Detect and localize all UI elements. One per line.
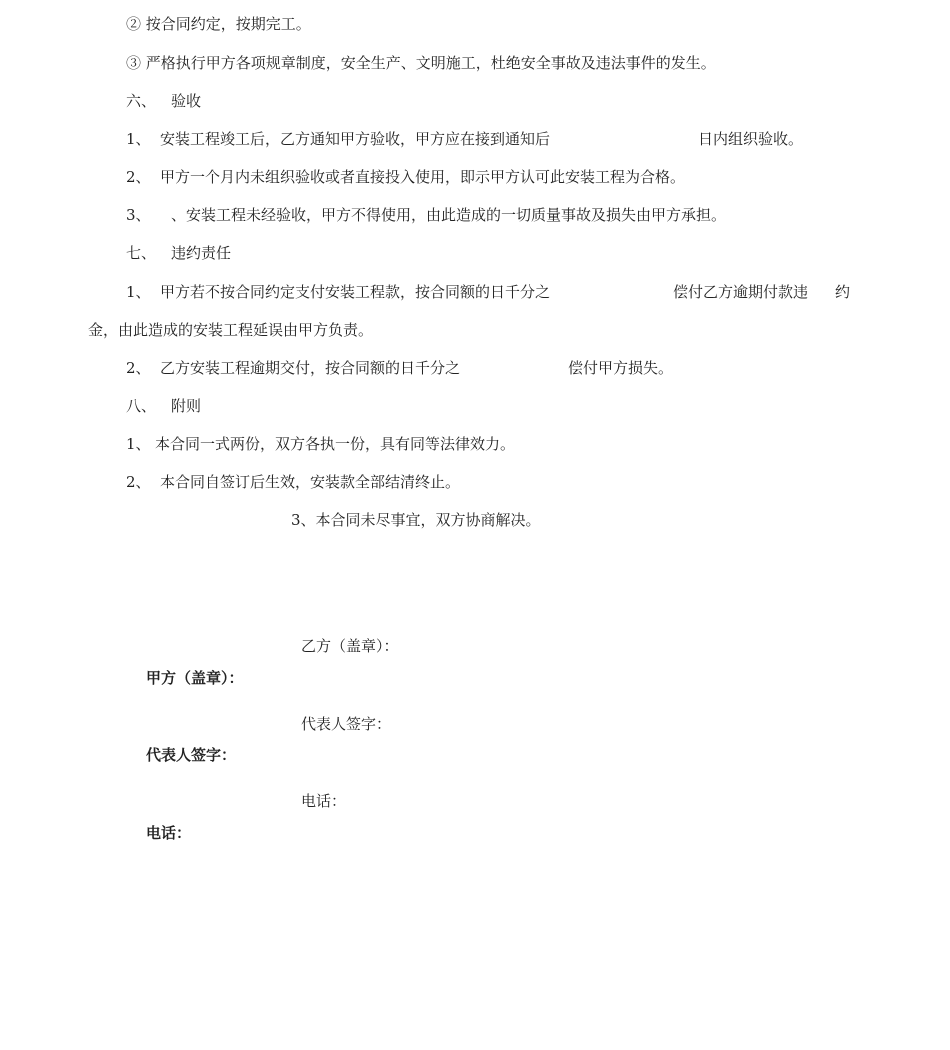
- section-6-heading: 验收: [171, 92, 202, 110]
- party-a-representative-label: 代表人签字：: [146, 746, 237, 764]
- sec6-item-1-number: 1、: [126, 130, 151, 148]
- sec8-item-3-text: 3、本合同未尽事宜，双方协商解决。: [291, 511, 541, 529]
- section-8-number: 八、: [126, 397, 157, 415]
- sec8-item-2-number: 2、: [126, 473, 151, 491]
- section-7-heading: 违约责任: [171, 244, 232, 262]
- sec6-item-3-number: 3、: [126, 206, 151, 224]
- sec7-item-2-text-a: 乙方安装工程逾期交付，按合同额的日千分之: [160, 359, 461, 377]
- sec7-item-2-number: 2、: [126, 359, 151, 377]
- sec6-item-2-text: 甲方一个月内未组织验收或者直接投入使用，即示甲方认可此安装工程为合格。: [160, 168, 686, 186]
- clause-2: ② 按合同约定，按期完工。: [126, 15, 311, 33]
- party-a-phone-label: 电话：: [146, 824, 192, 842]
- sec7-item-1-number: 1、: [126, 283, 151, 301]
- sec6-item-1-text-a: 安装工程竣工后，乙方通知甲方验收，甲方应在接到通知后: [160, 130, 551, 148]
- clause-3: ③ 严格执行甲方各项规章制度，安全生产、文明施工，杜绝安全事故及违法事件的发生。: [126, 54, 716, 72]
- party-b-phone-label: 电话：: [301, 792, 347, 810]
- sec7-item-1-text-b: 偿付乙方逾期付款违: [673, 283, 809, 301]
- sec6-item-2-number: 2、: [126, 168, 151, 186]
- sec8-item-2-text: 本合同自签订后生效，安装款全部结清终止。: [160, 473, 461, 491]
- section-7-number: 七、: [126, 244, 157, 262]
- section-8-heading: 附则: [171, 397, 202, 415]
- party-b-representative-label: 代表人签字：: [301, 715, 392, 733]
- section-6-number: 六、: [126, 92, 157, 110]
- sec7-item-1-text-a: 甲方若不按合同约定支付安装工程款，按合同额的日千分之: [160, 283, 551, 301]
- sec7-item-1-text-c: 约: [835, 283, 851, 301]
- party-b-seal-label: 乙方（盖章）：: [301, 637, 399, 655]
- sec6-item-1-text-b: 日内组织验收。: [698, 130, 804, 148]
- sec8-item-1-text: 本合同一式两份，双方各执一份，具有同等法律效力。: [155, 435, 516, 453]
- sec6-item-3-text: 、安装工程未经验收，甲方不得使用，由此造成的一切质量事故及损失由甲方承担。: [171, 206, 727, 224]
- sec7-item-2-text-b: 偿付甲方损失。: [568, 359, 674, 377]
- party-a-seal-label: 甲方（盖章）：: [146, 669, 244, 687]
- sec7-item-1-continuation: 金，由此造成的安装工程延误由甲方负责。: [88, 321, 374, 339]
- sec8-item-1-number: 1、: [126, 435, 151, 453]
